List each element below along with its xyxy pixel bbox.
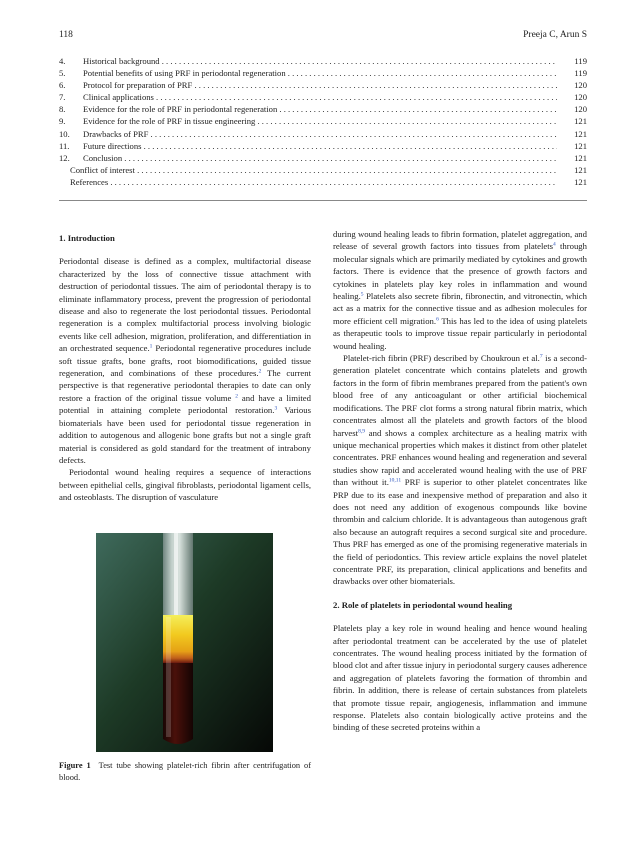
toc-entry-title: Evidence for the role of PRF in tissue engineering . . . bbox=[83, 115, 557, 127]
text-run: PRF is superior to other platelet concentrates like PRP due to its ease and inexpensive method of preparation and also it does not need any addition of exogenous compounds like bovine thrombin and calcium chloride. It is advantageous than autogenous graft also because an autograft requires a second surgical site and procedure. Thus PRF has emerged as one of the promising regenerative materials in the field of periodontics. This review article explains the novel platelet concentrate PRF, its preparation, clinical applications and benefits and drawbacks over other biomaterials. bbox=[333, 477, 587, 587]
toc-entry-title: Potential benefits of using PRF in periodontal regeneration . . . bbox=[83, 67, 557, 79]
toc-entry[interactable] bbox=[59, 103, 587, 115]
toc-entry-title: References . . . bbox=[70, 176, 557, 188]
toc-entry-page: 121 bbox=[574, 176, 587, 187]
toc-entry-number: 4. bbox=[59, 56, 66, 66]
citation-link[interactable]: 8,9 bbox=[358, 428, 365, 434]
running-authors: Preeja C, Arun S bbox=[523, 30, 587, 40]
citation-link[interactable]: 7 bbox=[539, 353, 543, 360]
citation-link[interactable]: 1 bbox=[149, 343, 153, 350]
citation-link[interactable]: 5 bbox=[360, 291, 364, 298]
toc-entry-page: 121 bbox=[574, 140, 587, 151]
toc-entry-title: Conflict of interest . . . bbox=[70, 164, 557, 176]
paragraph bbox=[333, 228, 587, 352]
toc-entry-number: 9. bbox=[59, 116, 66, 127]
text-run: is a second-generation platelet concentrate which contains platelets and growth factors in the form of fibrin membranes prepared from the patient's own blood free of any anticoagulant or other artificial biochemical modifications. The PRF clot forms a strong natural fibrin matrix, which concentrates almost all the platelets and growth factors of the blood harvest bbox=[333, 353, 588, 438]
figure-caption bbox=[59, 760, 311, 784]
toc-entry-number: 11. bbox=[59, 140, 70, 151]
toc-entry-page: 121 bbox=[574, 164, 587, 175]
toc-entry-page: 120 bbox=[574, 80, 587, 91]
toc-entry-title: Clinical applications . . . bbox=[83, 91, 557, 103]
toc-entry-title: Evidence for the role of PRF in periodontal regeneration . . . bbox=[83, 103, 557, 115]
citation-link[interactable]: 10,11 bbox=[388, 477, 402, 484]
toc-entry-title: Conclusion . . . bbox=[83, 152, 557, 164]
toc-entry-page: 119 bbox=[574, 56, 587, 66]
right-column bbox=[333, 228, 587, 734]
text-run: Platelet-rich fibrin (PRF) described by Choukroun et al. bbox=[343, 353, 540, 364]
toc-entry[interactable] bbox=[59, 55, 587, 67]
toc-entry-page: 119 bbox=[574, 68, 587, 79]
paragraph: Periodontal wound healing requires a sequence of interactions between epithelial cells, gingival fibroblasts, periodontal ligament cells, and osteoblasts. The disruption of vasculature bbox=[59, 467, 311, 503]
figure-caption-text: Test tube showing platelet-rich fibrin after centrifugation of blood. bbox=[59, 761, 311, 782]
toc-entry-title: Historical background . . . bbox=[83, 55, 557, 67]
text-run: The current perspective is that regenerative periodontal therapies to date can only restore a fraction of the original tissue volume bbox=[59, 368, 312, 403]
left-column bbox=[59, 232, 311, 504]
text-run: through molecular signals which are primarily mediated by cytokines and growth factors. There is evidence that the presence of growth factors and cytokines in platelets play key roles in inflammation and wound healing. bbox=[333, 241, 587, 302]
text-run: during wound healing leads to fibrin formation, platelet aggregation, and release of several growth factors into tissues from platelets bbox=[333, 229, 587, 252]
toc-entry-title: Future directions . . . bbox=[83, 140, 557, 152]
toc-entry-page: 121 bbox=[574, 152, 587, 163]
toc-entry-number: 7. bbox=[59, 92, 66, 103]
toc-entry-page: 121 bbox=[574, 116, 587, 127]
paragraph: Platelets play a key role in wound healing and hence wound healing after periodontal treatment can be accelerated by the use of platelet concentrates. The wound healing process initiated by the formation of blood clot and after tissue injury in periodontal surgery causes adherence and aggregation of platelets favoring the formation of thrombin and fibrin. In addition, there is release of certain substances from platelets that promote tissue repair, angiogenesis, inflammation and immune response. Platelets also contain biologically active proteins and the binding of these secreted proteins within a bbox=[333, 623, 587, 733]
text-run: Periodontal regenerative procedures include soft tissue grafts, bone grafts, root biomodifications, guided tissue regeneration, and combinations of these procedures. bbox=[59, 343, 311, 379]
toc-entry-number: 12. bbox=[59, 152, 70, 163]
toc-entry-title: Protocol for preparation of PRF . . . bbox=[83, 79, 557, 91]
table-of-contents bbox=[59, 55, 587, 188]
toc-entry-title: Drawbacks of PRF . . . bbox=[83, 128, 557, 140]
citation-link[interactable]: 4 bbox=[553, 241, 556, 248]
toc-entry-page: 120 bbox=[574, 92, 587, 103]
text-run: Periodontal disease is defined as a complex, multifactorial disease characterized by the loss of connective tissue attachment with destruction of periodontal tissues. The aim of periodontal therapy is to eliminate inflammatory process, prevent the progression of periodontal disease and also to regenerate the lost periodontal tissues. Periodontal regeneration is a complex multifactorial process involving biologic events like cell adhesion, migration, proliferation, and differentiation in an orchestrated sequence. bbox=[59, 256, 311, 354]
text-run: Platelets also secrete fibrin, fibronectin, and vitronectin, which act as a matrix for the connective tissue and as adhesion molecules for more efficient cell migration. bbox=[333, 291, 587, 326]
spacer bbox=[333, 588, 587, 599]
citation-link[interactable]: 3 bbox=[274, 405, 278, 412]
toc-entry-page: 120 bbox=[574, 104, 587, 115]
toc-entry[interactable] bbox=[59, 140, 587, 152]
paragraph bbox=[59, 255, 311, 466]
section-divider bbox=[59, 200, 587, 201]
running-header bbox=[59, 30, 587, 44]
toc-entry[interactable] bbox=[59, 115, 587, 127]
toc-entry[interactable] bbox=[59, 79, 587, 91]
figure-label: Figure 1 bbox=[59, 761, 91, 770]
toc-entry-number: 6. bbox=[59, 80, 66, 91]
toc-entry[interactable] bbox=[59, 67, 587, 79]
citation-link[interactable]: 2 bbox=[235, 393, 239, 400]
text-run: This has led to the idea of using platelets as therapeutic tools to improve tissue repair particularly in periodontal wound healing. bbox=[333, 315, 587, 351]
toc-entry-page: 121 bbox=[574, 128, 587, 139]
text-run: and shows a complex architecture as a healing matrix with unique mechanical properties which makes it distinct from other platelet concentrates. PRF enhances wound healing and regeneration and several studies show rapid and accelerated wound healing with the use of PRF than without it. bbox=[333, 427, 587, 488]
page-number: 118 bbox=[59, 30, 73, 40]
test-tube-image bbox=[96, 533, 273, 752]
toc-entry-number: 8. bbox=[59, 104, 66, 115]
section-heading-role-of-platelets: 2. Role of platelets in periodontal wound healing bbox=[333, 599, 513, 610]
toc-entry-number: 10. bbox=[59, 128, 70, 139]
toc-entry[interactable] bbox=[59, 91, 587, 103]
text-run: Various biomaterials have been used for periodontal tissue regeneration in addition to autogenous and allogenic bone grafts but not a single graft material is considered as gold standard for the treatment of intrabony defects. bbox=[59, 405, 312, 465]
toc-entry-number: 5. bbox=[59, 68, 66, 79]
citation-link[interactable]: 2 bbox=[258, 368, 262, 375]
citation-link[interactable]: 6 bbox=[436, 316, 439, 323]
toc-entry[interactable] bbox=[59, 152, 587, 164]
toc-entry[interactable] bbox=[59, 164, 587, 176]
section-heading-introduction: 1. Introduction bbox=[59, 233, 115, 243]
toc-entry[interactable] bbox=[59, 128, 587, 140]
figure-test-tube-photo bbox=[96, 533, 273, 752]
paragraph bbox=[333, 352, 587, 588]
toc-entry[interactable] bbox=[59, 176, 587, 188]
text-run: and have a limited potential in attaining complete periodontal restoration. bbox=[59, 392, 311, 416]
